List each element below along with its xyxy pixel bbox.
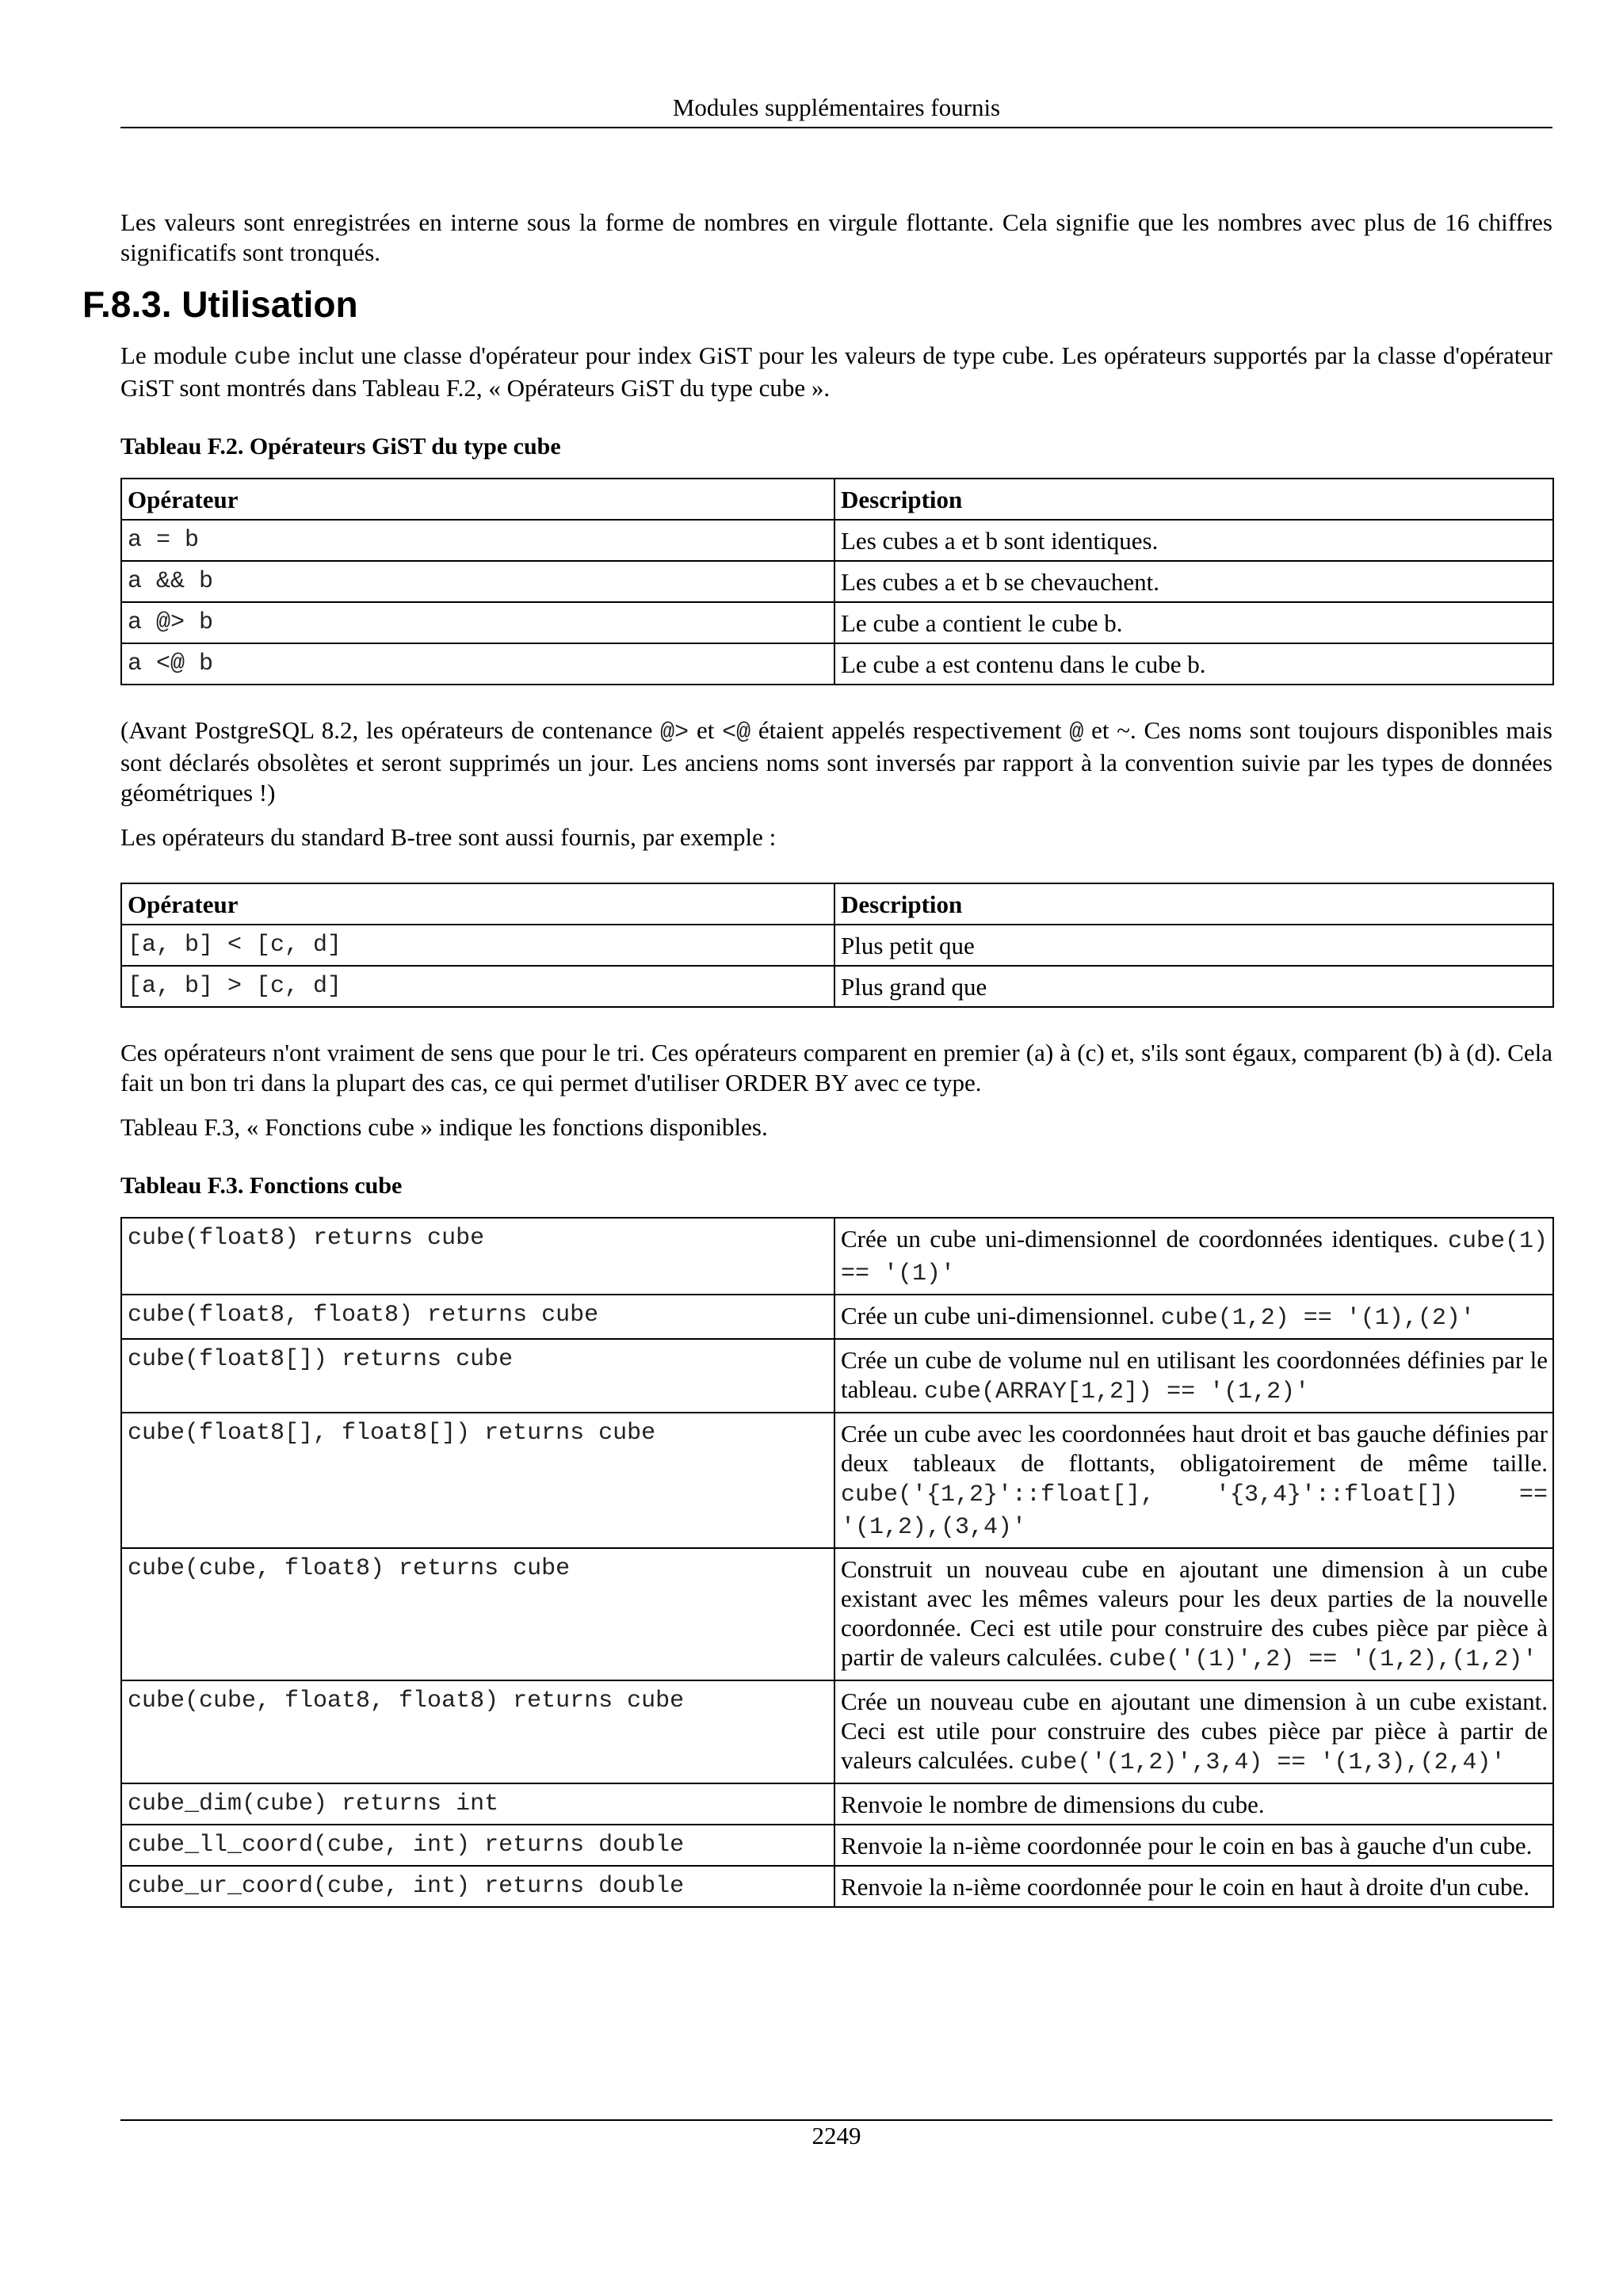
functions-intro-paragraph: Tableau F.3, « Fonctions cube » indique les fonctions disponibles. (120, 1113, 768, 1141)
function-signature-cell: cube(cube, float8) returns cube (121, 1548, 834, 1680)
table-row (121, 602, 1553, 643)
operator-cell: a = b (121, 520, 834, 561)
function-description-cell: Crée un cube avec les coordonnées haut droit et bas gauche définies par deux tableaux de flottants, obligatoirement de même taille. cube('{1,2}'::float[], '{3,4}'::float[]) == '(1,2),(3,4)' (834, 1413, 1553, 1548)
column-header-operator: Opérateur (121, 479, 834, 520)
section-paragraph: Le module cube inclut une classe d'opérateur pour index GiST pour les valeurs de type cube. Les opérateurs supportés par la classe d'opérateur GiST sont montrés dans Tableau F.2, « Opérateurs GiST du type cube ». (120, 341, 1552, 402)
operator-cell: [a, b] > [c, d] (121, 966, 834, 1007)
table-row (121, 1339, 1553, 1413)
function-description-cell: Renvoie le nombre de dimensions du cube. (834, 1783, 1553, 1825)
description-cell: Plus grand que (834, 966, 1553, 1007)
column-header-operator: Opérateur (121, 883, 834, 925)
operator-cell: a && b (121, 561, 834, 602)
page-number: 2249 (812, 2122, 861, 2149)
table-f3-title: Tableau F.3. Fonctions cube (120, 1173, 403, 1199)
table-f3 (120, 1217, 1554, 1908)
legacy-note-paragraph: (Avant PostgreSQL 8.2, les opérateurs de contenance @> et <@ étaient appelés respectivement @ et ~. Ces noms sont toujours disponibles mais sont déclarés obsolètes et seront supprimés un jour. Les anciens noms sont inversés par rapport à la convention suivie par les types de données géométriques !) (120, 716, 1552, 807)
function-description-cell: Renvoie la n-ième coordonnée pour le coin en haut à droite d'un cube. (834, 1866, 1553, 1907)
table-row (121, 520, 1553, 561)
intro-paragraph: Les valeurs sont enregistrées en interne sous la forme de nombres en virgule flottante. Cela signifie que les nombres avec plus de 16 chiffres significatifs sont tronqués. (120, 208, 1552, 266)
table-row (121, 1548, 1553, 1680)
table-f2-title: Tableau F.2. Opérateurs GiST du type cube (120, 433, 561, 460)
function-signature-cell: cube(float8, float8) returns cube (121, 1295, 834, 1339)
table-row (121, 925, 1553, 966)
function-signature-cell: cube_ll_coord(cube, int) returns double (121, 1825, 834, 1866)
table-row (121, 1295, 1553, 1339)
column-header-description: Description (834, 479, 1553, 520)
function-signature-cell: cube(cube, float8, float8) returns cube (121, 1680, 834, 1783)
function-signature-cell: cube(float8[], float8[]) returns cube (121, 1413, 834, 1548)
description-cell: Les cubes a et b sont identiques. (834, 520, 1553, 561)
footer-rule (120, 2119, 1552, 2121)
section-heading: F.8.3. Utilisation (82, 284, 358, 325)
function-description-cell: Renvoie la n-ième coordonnée pour le coin en bas à gauche d'un cube. (834, 1825, 1553, 1866)
table-row (121, 561, 1553, 602)
operator-cell: [a, b] < [c, d] (121, 925, 834, 966)
operator-cell: a @> b (121, 602, 834, 643)
function-description-cell: Construit un nouveau cube en ajoutant une dimension à un cube existant avec les mêmes valeurs pour les deux parties de la nouvelle coordonnée. Ceci est utile pour construire des cubes pièce par pièce à partir de valeurs calculées. cube('(1)',2) == '(1,2),(1,2)' (834, 1548, 1553, 1680)
running-header: Modules supplémentaires fournis (672, 93, 1001, 121)
table-header-row (121, 883, 1553, 925)
table-row (121, 643, 1553, 685)
table-btree (120, 883, 1554, 1008)
description-cell: Les cubes a et b se chevauchent. (834, 561, 1553, 602)
function-signature-cell: cube(float8) returns cube (121, 1218, 834, 1295)
table-f2 (120, 478, 1554, 685)
operator-cell: a <@ b (121, 643, 834, 685)
column-header-description: Description (834, 883, 1553, 925)
function-signature-cell: cube(float8[]) returns cube (121, 1339, 834, 1413)
sorting-paragraph: Ces opérateurs n'ont vraiment de sens que pour le tri. Ces opérateurs comparent en premier (a) à (c) et, s'ils sont égaux, comparent (b) à (d). Cela fait un bon tri dans la plupart des cas, ce qui permet d'utiliser ORDER BY avec ce type. (120, 1039, 1552, 1097)
table-header-row (121, 479, 1553, 520)
table-row (121, 1783, 1553, 1825)
table-row (121, 1866, 1553, 1907)
description-cell: Le cube a est contenu dans le cube b. (834, 643, 1553, 685)
function-description-cell: Crée un nouveau cube en ajoutant une dimension à un cube existant. Ceci est utile pour construire des cubes pièce par pièce à partir de valeurs calculées. cube('(1,2)',3,4) == '(1,3),(2,4)' (834, 1680, 1553, 1783)
function-description-cell: Crée un cube de volume nul en utilisant les coordonnées définies par le tableau. cube(ARRAY[1,2]) == '(1,2)' (834, 1339, 1553, 1413)
description-cell: Plus petit que (834, 925, 1553, 966)
function-description-cell: Crée un cube uni-dimensionnel de coordonnées identiques. cube(1) == '(1)' (834, 1218, 1553, 1295)
function-signature-cell: cube_dim(cube) returns int (121, 1783, 834, 1825)
description-cell: Le cube a contient le cube b. (834, 602, 1553, 643)
table-row (121, 1218, 1553, 1295)
inline-code: cube (234, 345, 292, 372)
btree-intro-paragraph: Les opérateurs du standard B-tree sont aussi fournis, par exemple : (120, 823, 777, 851)
table-row (121, 966, 1553, 1007)
function-signature-cell: cube_ur_coord(cube, int) returns double (121, 1866, 834, 1907)
page-body (82, 208, 1552, 1908)
table-row (121, 1413, 1553, 1548)
table-row (121, 1825, 1553, 1866)
table-row (121, 1680, 1553, 1783)
header-rule (120, 127, 1552, 128)
function-description-cell: Crée un cube uni-dimensionnel. cube(1,2) == '(1),(2)' (834, 1295, 1553, 1339)
